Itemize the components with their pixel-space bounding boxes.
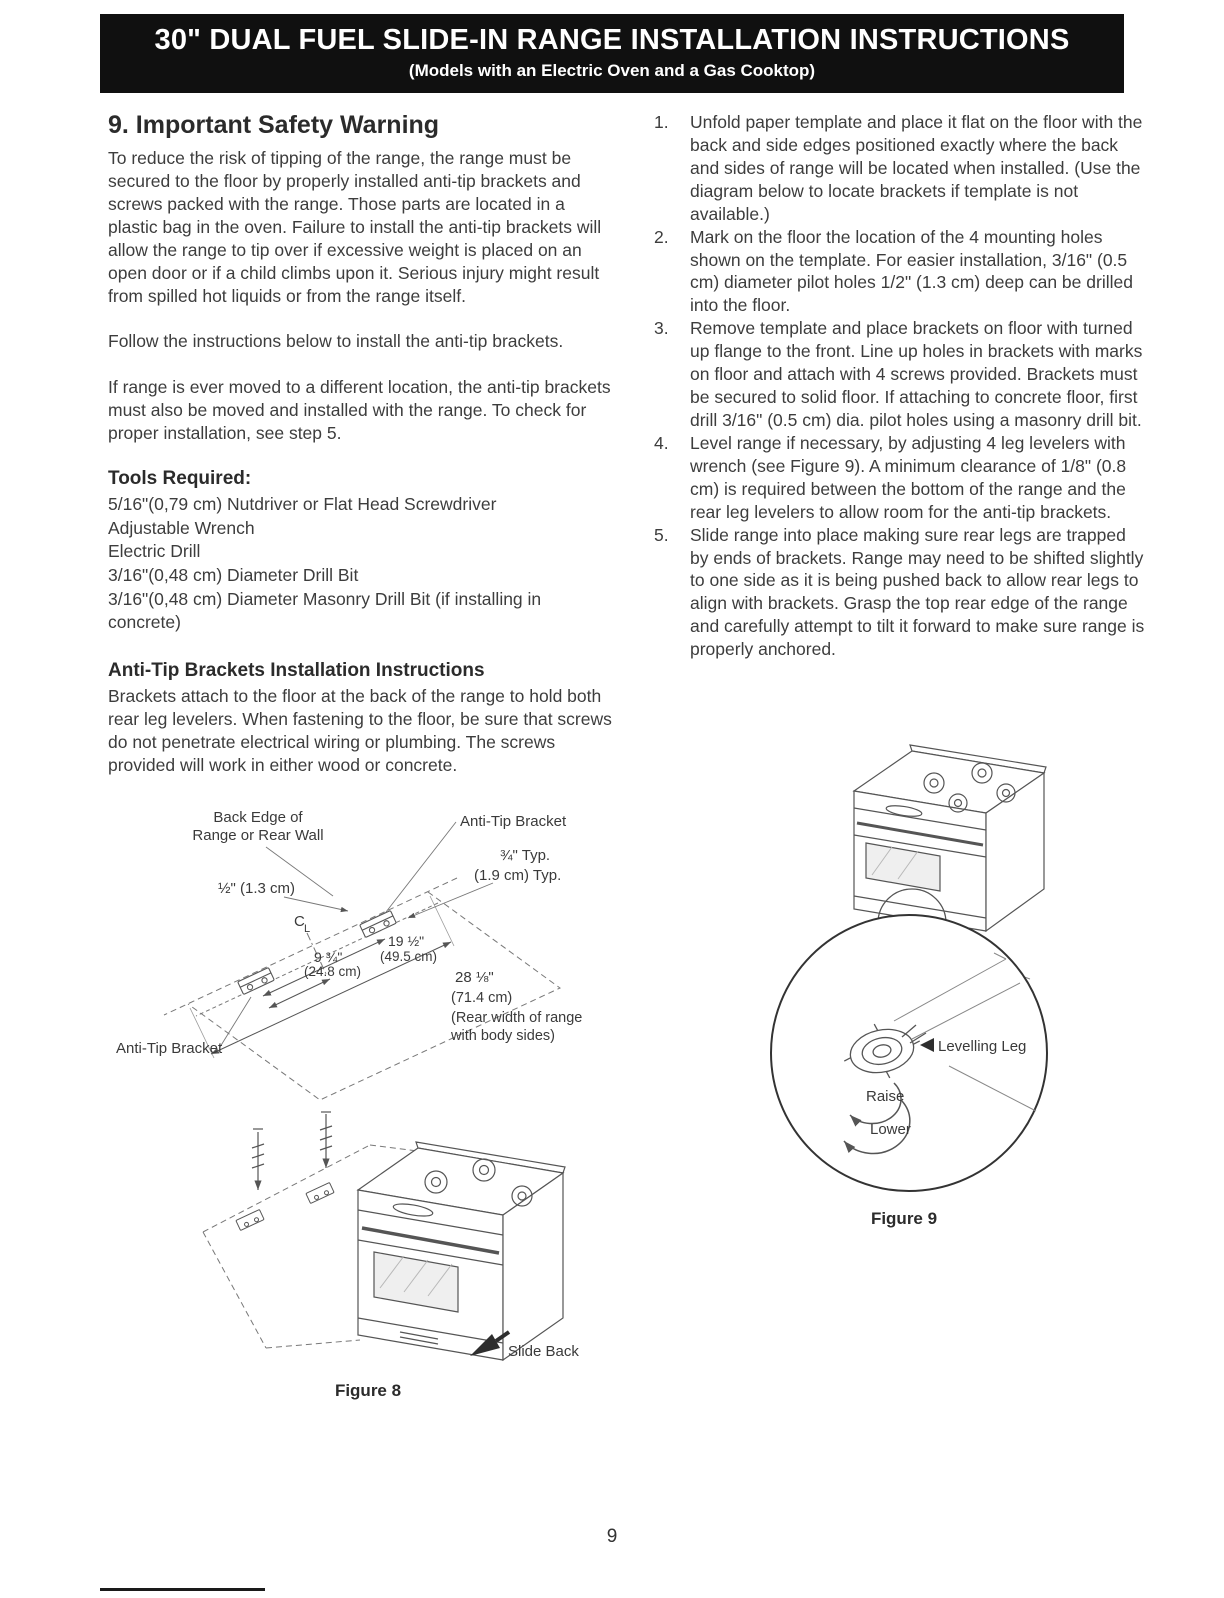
tools-heading: Tools Required: [108, 468, 252, 490]
lower-label: Lower [870, 1121, 911, 1139]
rear-width-label-line2: with body sides) [451, 1027, 555, 1044]
floor-bracket-icon [306, 1182, 334, 1203]
range-drawing [854, 745, 1046, 931]
step-text: Mark on the floor the location of the 4 mounting holes shown on the template. For easier installation, 3/16" (0.5 cm) diameter pilot holes 1/2" (1.3 cm) deep can be drilled into the floor. [690, 226, 1133, 316]
raise-label: Raise [866, 1088, 905, 1106]
figure8-drawing [108, 800, 628, 1372]
dim28-inch-label: 28 ⅛" [455, 968, 494, 986]
step-text: Slide range into place making sure rear legs are trapped by ends of brackets. Range may need to be shifted slightly to one side as it is being pushed back to allow rear legs to align with brackets. Grasp the top rear edge of the range and carefully attempt to tilt it forward to make sure range is properly anchored. [690, 524, 1145, 660]
antitip-paragraph: Brackets attach to the floor at the back of the range to hold both rear leg levelers. When fastening to the floor, be sure that screws do not penetrate electrical wiring or plumbing. The screws provided will work in either wood or concrete. [108, 685, 612, 775]
template-outline [164, 878, 560, 1100]
dim9-inch-label: 9 ¾" [314, 948, 343, 965]
typ-fraction-label: ¾" Typ. [500, 846, 551, 864]
figure-9 [744, 691, 1144, 1229]
figure9-drawing [744, 691, 1144, 1196]
figure9-caption: Figure 9 [870, 1209, 938, 1229]
step-item [654, 432, 1148, 524]
dim9-cm-label: (24.8 cm) [304, 963, 362, 979]
figure-8 [108, 800, 614, 1401]
right-column [654, 111, 1148, 1401]
doc-subtitle: (Models with an Electric Oven and a Gas Cooktop) [408, 61, 816, 80]
tools-list [108, 493, 614, 635]
step-number: 4. [654, 432, 669, 453]
back-edge-label-line1: Back Edge of [213, 808, 303, 826]
anti-tip-bracket-label-bottom: Anti-Tip Bracket [116, 1039, 223, 1057]
half-inch-label: ½" (1.3 cm) [218, 879, 296, 897]
mounting-screw-icon [252, 1129, 264, 1190]
step-text: Remove template and place brackets on floor with turned up flange to the front. Line up holes in brackets with marks on floor and attach with 4 screws provided. Brackets must be secured to solid floor. If attaching to concrete floor, first drill 3/16" (0.5 cm) dia. pilot holes using a masonry drill bit. [690, 318, 1143, 430]
page-number: 9 [606, 1526, 618, 1547]
levelling-leg-label: Levelling Leg [938, 1038, 1027, 1056]
left-column [108, 111, 614, 1401]
safety-heading: 9. Important Safety Warning [108, 111, 440, 139]
antitip-heading: Anti-Tip Brackets Installation Instructions [108, 659, 485, 681]
title-banner [100, 14, 1124, 93]
step-item [654, 111, 1148, 226]
range-drawing [358, 1142, 565, 1360]
step-text: Level range if necessary, by adjusting 4 leg levelers with wrench (see Figure 9). A minimum clearance of 1/8" (0.8 cm) is required between the bottom of the range and the rear leg levelers to allow room for the anti-tip brackets. [690, 432, 1127, 522]
anti-tip-bracket-label-top: Anti-Tip Bracket [460, 812, 567, 830]
safety-paragraph-1: To reduce the risk of tipping of the range, the range must be secured to the floor by properly installed anti-tip brackets and screws packed with the range. Those parts are located in a plastic bag in the oven. Failure to install the anti-tip brackets will allow the range to tip over if excessive weight is placed on an open door or if a child climbs upon it. Serious injury might result from spilled hot liquids or from the range itself. [108, 148, 602, 306]
step-number: 2. [654, 226, 669, 247]
doc-title: 30" DUAL FUEL SLIDE-IN RANGE INSTALLATION INSTRUCTIONS [154, 24, 1070, 56]
centerline-subscript: L [304, 922, 311, 935]
installation-steps [654, 111, 1148, 661]
safety-paragraph-2: Follow the instructions below to install the anti-tip brackets. [108, 331, 564, 352]
dim28-cm-label: (71.4 cm) [451, 989, 513, 1006]
tool-item: 3/16"(0,48 cm) Diameter Drill Bit [108, 565, 359, 586]
safety-paragraph-3: If range is ever moved to a different location, the anti-tip brackets must also be moved and installed with the range. To check for proper installation, see step 5. [108, 377, 611, 444]
step-item [654, 524, 1148, 662]
mounting-screw-icon [320, 1112, 332, 1168]
page-body [0, 93, 1224, 1401]
tool-item: 5/16"(0,79 cm) Nutdriver or Flat Head Screwdriver [108, 494, 497, 515]
step-text: Unfold paper template and place it flat on the floor with the back and side edges positioned exactly where the back and sides of range will be located when installed. (Use the diagram below to locate brackets if template is not available.) [690, 112, 1143, 224]
typ-cm-label: (1.9 cm) Typ. [474, 866, 562, 884]
tool-item: 3/16"(0,48 cm) Diameter Masonry Drill Bit (if installing in concrete) [108, 588, 542, 633]
footer-rule [100, 1588, 265, 1591]
step-item [654, 226, 1148, 318]
dim19-inch-label: 19 ½" [388, 932, 425, 949]
centerline-symbol: C [294, 912, 305, 930]
tool-item: Electric Drill [108, 541, 201, 562]
step-number: 1. [654, 112, 669, 132]
rear-width-label-line1: (Rear width of range [451, 1009, 583, 1026]
back-edge-label-line2: Range or Rear Wall [192, 826, 324, 844]
step-item [654, 317, 1148, 432]
step-number: 5. [654, 524, 669, 545]
figure8-caption: Figure 8 [334, 1380, 402, 1400]
dim19-cm-label: (49.5 cm) [380, 948, 438, 964]
step-number: 3. [654, 318, 669, 339]
tool-item: Adjustable Wrench [108, 517, 255, 538]
slide-back-label: Slide Back [508, 1342, 579, 1360]
